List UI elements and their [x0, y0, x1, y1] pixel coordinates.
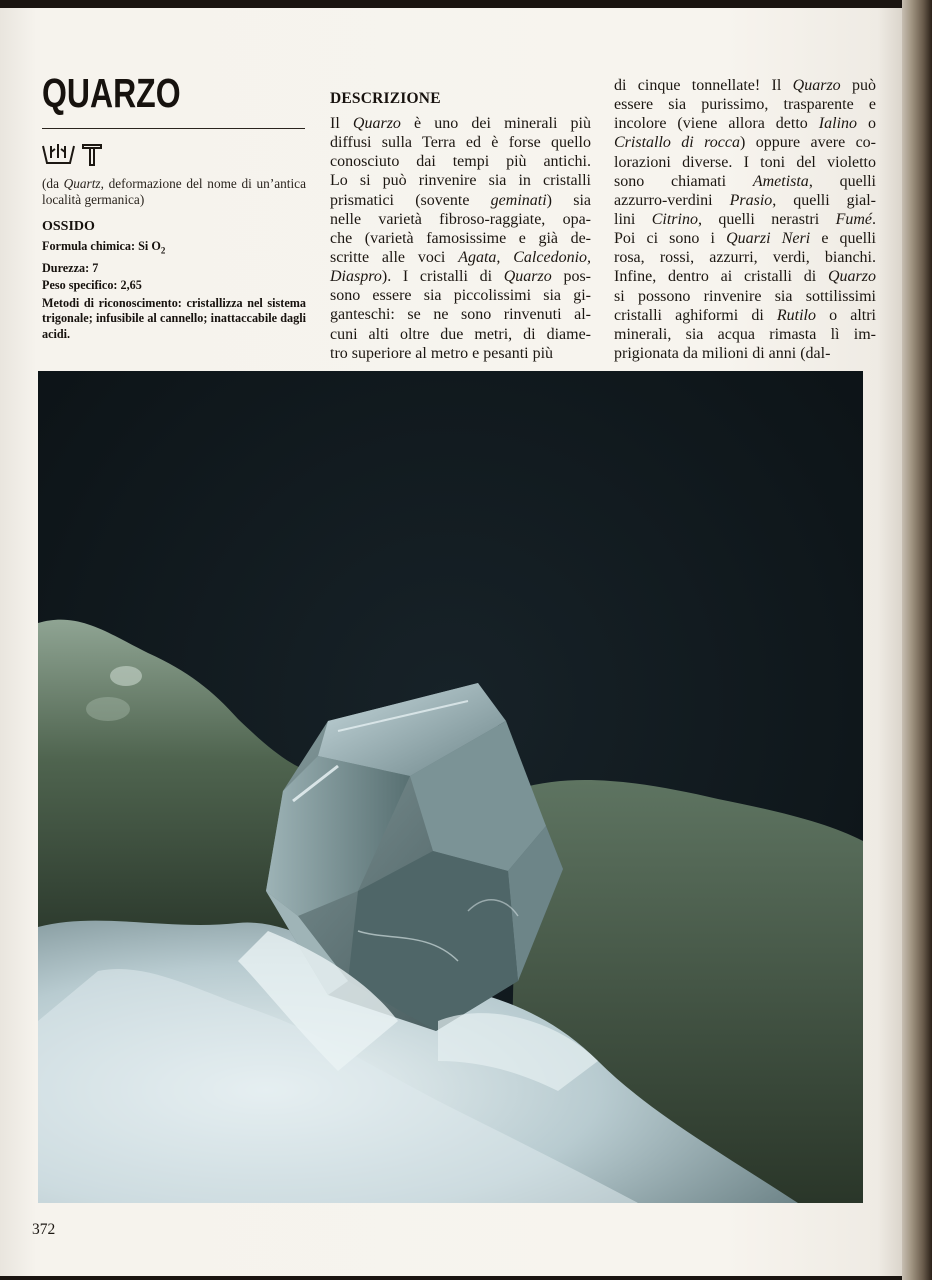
text-line: ganteschi: se ne sono rinvenuti al- [330, 306, 591, 324]
property-formula: Formula chimica: Si $O_2$ [42, 239, 166, 256]
text-line: conosciuto dai tempi più antichi. [330, 153, 591, 171]
text-line: cristalli aghiformi di Rutilo o altri [614, 306, 877, 324]
text-line: che (varietà famosissime e già de- [330, 229, 591, 247]
text-line: minerali, sia acqua rimasta lì im- [614, 325, 876, 343]
text-line: si possono rinvenire sia sottilissimi [614, 287, 876, 305]
text-line: tro superiore al metro e pesanti più [330, 344, 554, 362]
crystal-system-icon [43, 144, 74, 163]
text-line: nelle varietà fibroso-raggiate, opa- [330, 210, 591, 228]
text-line: Lo si può rinvenire sia in cristalli [330, 172, 591, 190]
text-line: Il Quarzo è uno dei minerali più [330, 115, 591, 132]
description-column-1 [330, 114, 591, 363]
mineral-title: QUARZO [42, 70, 181, 116]
text-line: sono essere sia piccolissimi sia gi- [330, 287, 591, 305]
properties-list [42, 238, 306, 342]
text-line: di cinque tonnellate! Il Quarzo può [614, 77, 877, 94]
page-number: 372 [32, 1221, 56, 1238]
text-line: prigionata da milioni di anni (dal- [614, 344, 831, 362]
book-page [0, 8, 905, 1276]
text-line: incolore (viene allora detto Ialino o [614, 115, 877, 133]
text-line: scritte alle voci Agata, Calcedonio, [330, 248, 592, 266]
text-line: diffusi sulla Terra ed è forse quello [330, 134, 591, 152]
text-line: prismatici (sovente geminati) sia [330, 191, 591, 209]
text-line: Diaspro). I cristalli di Quarzo pos- [330, 268, 591, 286]
text-line: cuni alti oltre due metri, di diame- [330, 325, 591, 343]
text-line: sono chiamati Ametista, quelli [614, 172, 876, 190]
text-line: azzurro-verdini Prasio, quelli gial- [614, 191, 876, 209]
symbol-icons [42, 141, 112, 171]
title-divider [42, 128, 305, 129]
property-specific-gravity: Peso specifico: 2,65 [42, 278, 142, 293]
quartz-crystal-photo [38, 371, 863, 1203]
description-heading: DESCRIZIONE [330, 90, 441, 107]
text-line: Poi ci sono i Quarzi Neri e quelli [614, 230, 876, 248]
text-line: essere sia purissimo, trasparente e [614, 96, 876, 114]
property-identification: Metodi di riconoscimento: cristallizza nel sistema trigonale; infusibile al cannello; inattaccabile dagli acidi. [42, 295, 306, 341]
text-line: Infine, dentro ai cristalli di Quarzo [614, 268, 876, 286]
property-hardness: Durezza: 7 [42, 260, 99, 275]
book-gutter [902, 0, 932, 1280]
text-line: rosa, rossi, azzurri, verdi, bianchi. [614, 249, 876, 267]
hammer-icon [83, 145, 101, 165]
etymology-note: (da Quartz, deformazione del nome di un’antica località germanica) [42, 176, 306, 207]
text-line: Cristallo di rocca) oppure avere co- [614, 134, 876, 152]
text-line: lini Citrino, quelli nerastri Fumé. [614, 210, 876, 228]
mineral-class: OSSIDO [42, 219, 95, 234]
description-column-2 [614, 76, 876, 363]
text-line: lorazioni diverse. I toni del violetto [614, 153, 876, 171]
